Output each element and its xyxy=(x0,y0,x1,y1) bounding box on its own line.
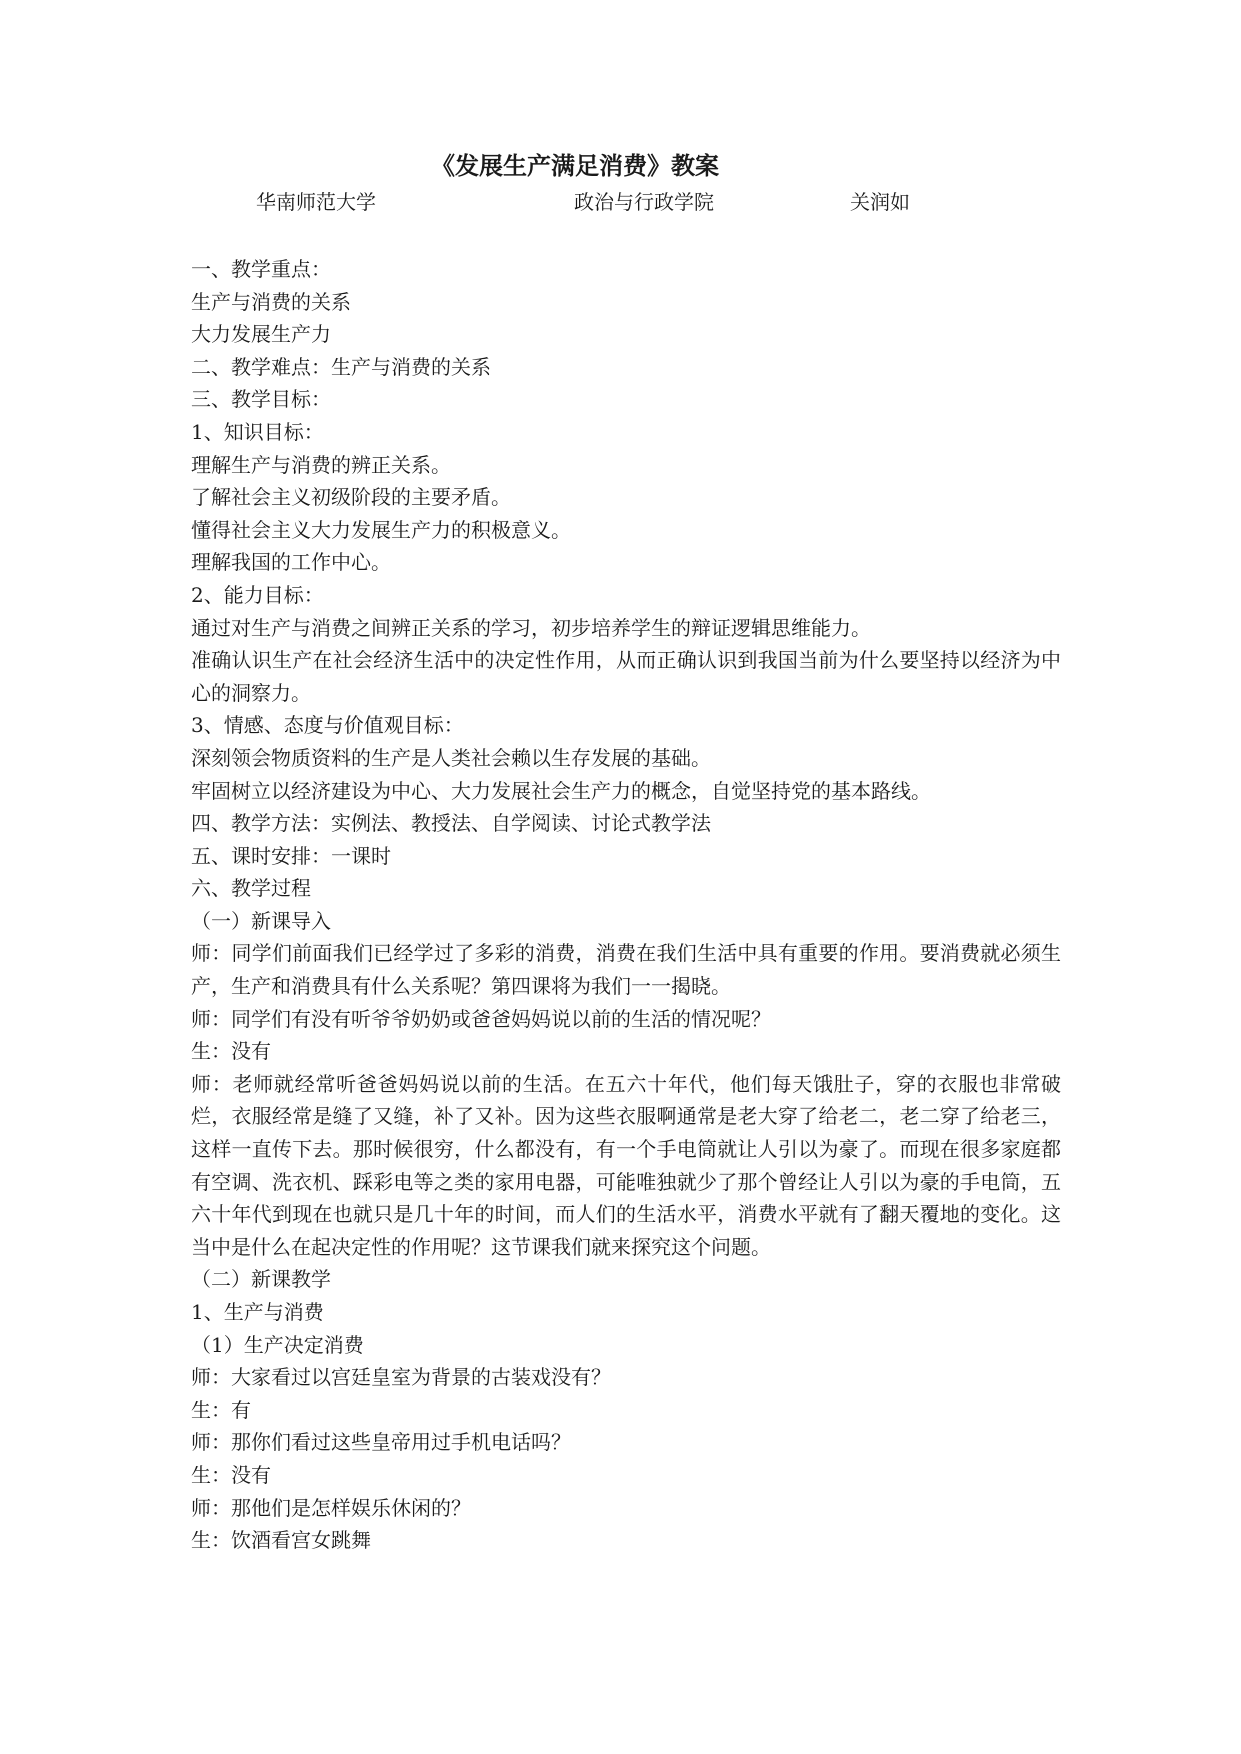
key-point-item: 大力发展生产力 xyxy=(191,322,331,347)
document-body xyxy=(191,253,1061,1557)
objective-item: 理解生产与消费的辨正关系。 xyxy=(191,452,451,477)
key-point-item: 生产与消费的关系 xyxy=(191,289,351,314)
subheading-introduction: （一）新课导入 xyxy=(191,908,331,933)
subheading-ability-objectives: 2、能力目标： xyxy=(191,582,324,607)
author-college: 政治与行政学院 xyxy=(574,190,714,214)
heading-objectives: 三、教学目标： xyxy=(191,387,331,412)
dialogue-student: 生：饮酒看宫女跳舞 xyxy=(191,1528,371,1553)
dialogue-teacher: 师：老师就经常听爸爸妈妈说以前的生活。在五六十年代，他们每天饿肚子，穿的衣服也非常破烂，衣服经常是缝了又缝，补了又补。因为这些衣服啊通常是老大穿了给老二，老二穿了给老三，这样一直传下去。那时候很穷，什么都没有，有一个手电筒就让人引以为豪了。而现在很多家庭都有空调、洗衣机、踩彩电等之类的家用电器，可能唯独就少了那个曾经让人引以为豪的手电筒，五六十年代到现在也就只是几十年的时间，而人们的生活水平，消费水平就有了翻天覆地的变化。这当中是什么在起决定性的作用呢？这节课我们就来探究这个问题。 xyxy=(191,1071,1061,1259)
author-name: 关润如 xyxy=(850,190,910,214)
heading-teaching-methods: 四、教学方法：实例法、教授法、自学阅读、讨论式教学法 xyxy=(191,811,711,836)
objective-item: 了解社会主义初级阶段的主要矛盾。 xyxy=(191,485,511,510)
subheading-new-lesson: （二）新课教学 xyxy=(191,1267,331,1292)
document-title: 《发展生产满足消费》教案 xyxy=(431,151,719,180)
section-production-consumption: 1、生产与消费 xyxy=(191,1300,324,1324)
dialogue-teacher: 师：同学们前面我们已经学过了多彩的消费，消费在我们生活中具有重要的作用。要消费就必须生产，生产和消费具有什么关系呢？第四课将为我们一一揭晓。 xyxy=(191,941,1061,999)
heading-difficulty: 二、教学难点：生产与消费的关系 xyxy=(191,354,491,379)
heading-key-points: 一、教学重点： xyxy=(191,257,331,281)
author-school: 华南师范大学 xyxy=(256,190,376,214)
dialogue-teacher: 师：大家看过以宫廷皇室为背景的古装戏没有？ xyxy=(191,1365,611,1390)
objective-item: 懂得社会主义大力发展生产力的积极意义。 xyxy=(191,517,571,542)
objective-item: 深刻领会物质资料的生产是人类社会赖以生存发展的基础。 xyxy=(191,745,711,770)
dialogue-teacher: 师：那你们看过这些皇帝用过手机电话吗？ xyxy=(191,1430,571,1455)
objective-item: 准确认识生产在社会经济生活中的决定性作用，从而正确认识到我国当前为什么要坚持以经济为中心的洞察力。 xyxy=(191,648,1061,705)
subheading-knowledge-objectives: 1、知识目标： xyxy=(191,419,324,444)
subsection-production-determines-consumption: （1）生产决定消费 xyxy=(191,1332,364,1357)
objective-item: 牢固树立以经济建设为中心、大力发展社会生产力的概念，自觉坚持党的基本路线。 xyxy=(191,778,931,803)
objective-item: 理解我国的工作中心。 xyxy=(191,550,391,575)
dialogue-student: 生：没有 xyxy=(191,1039,271,1064)
dialogue-student: 生：没有 xyxy=(191,1462,271,1487)
heading-class-hours: 五、课时安排：一课时 xyxy=(191,843,391,868)
dialogue-student: 生：有 xyxy=(191,1397,251,1422)
author-line xyxy=(0,186,1241,218)
heading-teaching-process: 六、教学过程 xyxy=(191,876,311,901)
dialogue-teacher: 师：同学们有没有听爷爷奶奶或爸爸妈妈说以前的生活的情况呢？ xyxy=(191,1006,771,1031)
subheading-attitude-objectives: 3、情感、态度与价值观目标： xyxy=(191,713,464,738)
objective-item: 通过对生产与消费之间辨正关系的学习，初步培养学生的辩证逻辑思维能力。 xyxy=(191,615,871,640)
dialogue-teacher: 师：那他们是怎样娱乐休闲的？ xyxy=(191,1495,471,1520)
